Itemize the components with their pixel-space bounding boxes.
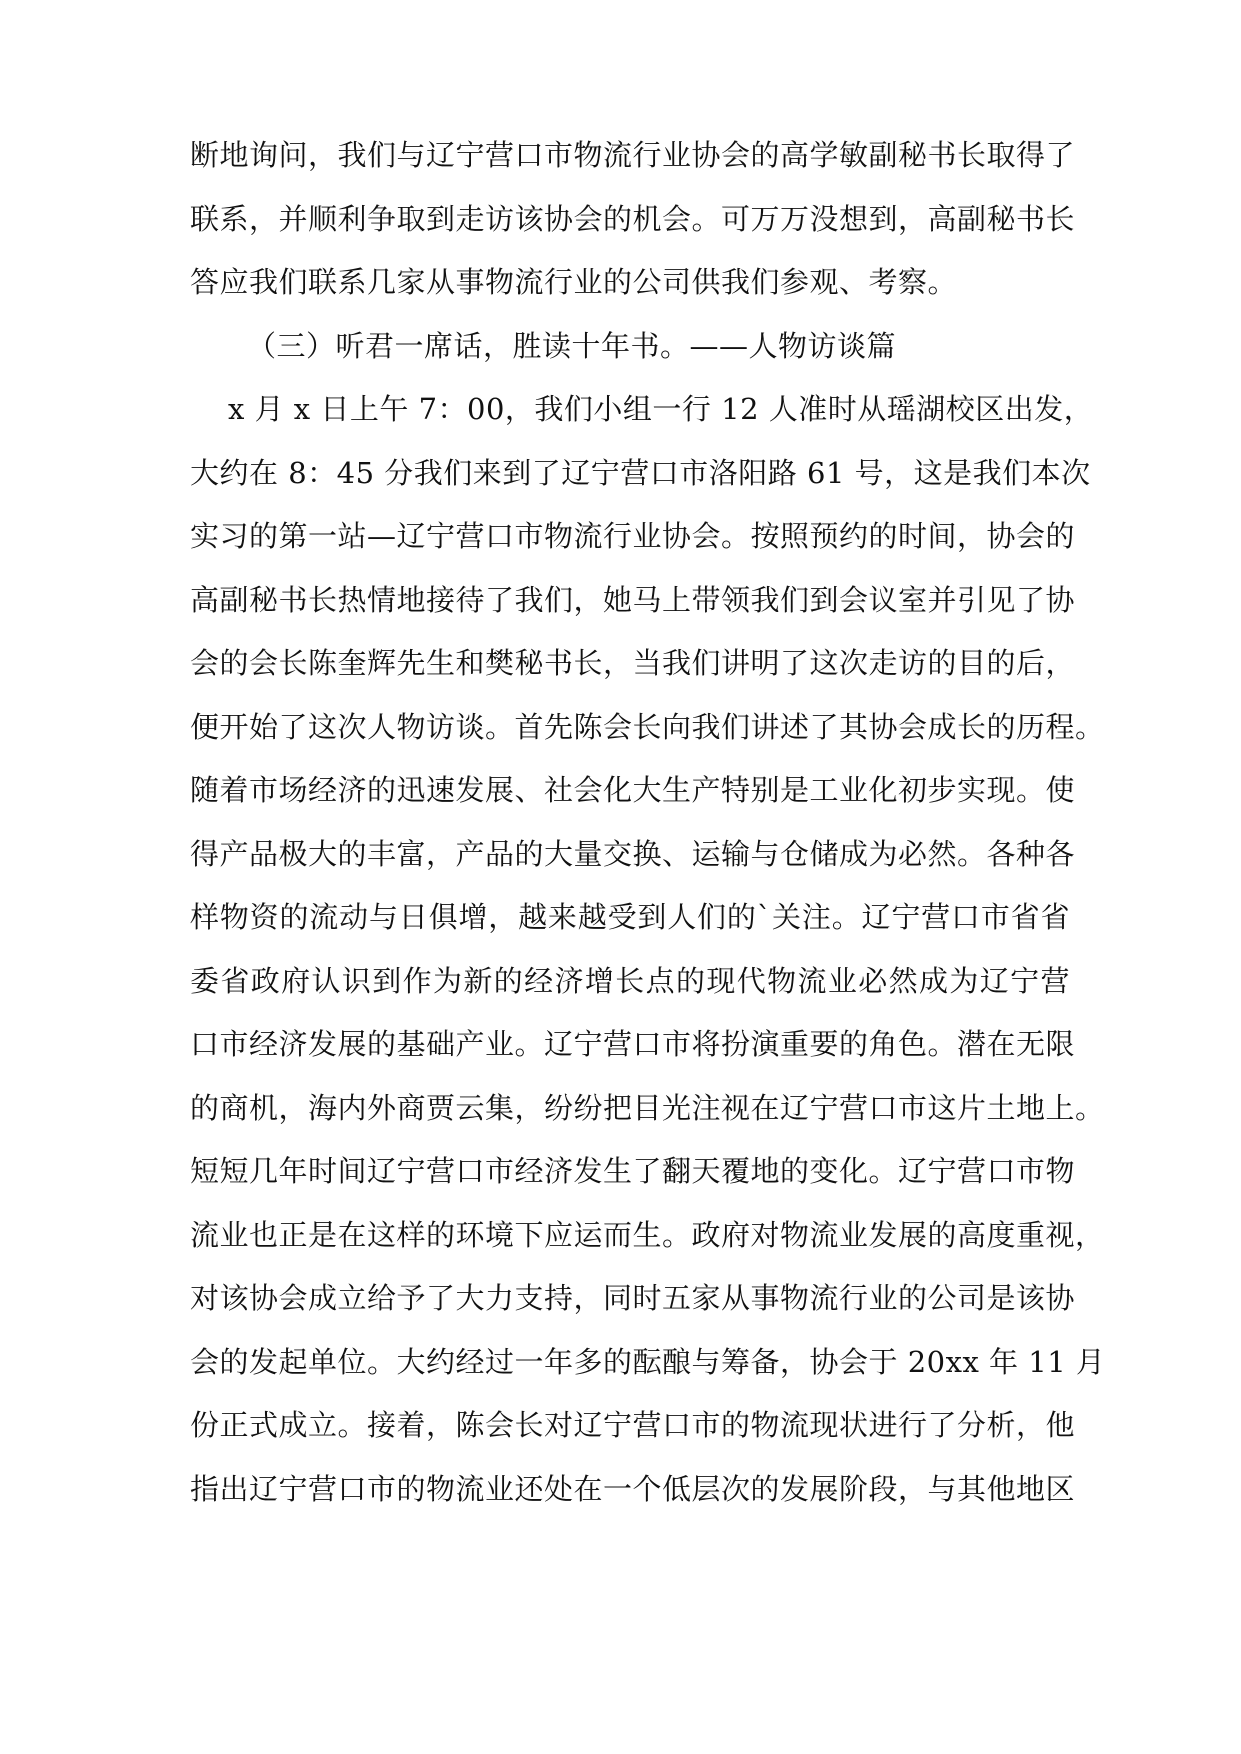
text-line: 得产品极大的丰富，产品的大量交换、运输与仓储成为必然。各种各 (190, 836, 1076, 871)
text-line: 会的发起单位。大约经过一年多的酝酿与筹备，协会于 20xx 年 11 月 (190, 1344, 1106, 1379)
text-line: 的商机，海内外商贾云集，纷纷把目光注视在辽宁营口市这片土地上。 (190, 1090, 1105, 1125)
text-line: 流业也正是在这样的环境下应运而生。政府对物流业发展的高度重视， (190, 1217, 1105, 1252)
text-line: 高副秘书长热情地接待了我们，她马上带领我们到会议室并引见了协 (190, 582, 1076, 617)
text-line: 对该协会成立给予了大力支持，同时五家从事物流行业的公司是该协 (190, 1281, 1076, 1315)
body-text (190, 124, 1106, 1521)
section-heading: （三）听君一席话，胜读十年书。——人物访谈篇 (247, 328, 897, 363)
text-line: 便开始了这次人物访谈。首先陈会长向我们讲述了其协会成长的历程。 (190, 709, 1105, 744)
text-line: 样物资的流动与日俱增，越来越受到人们的`关注。辽宁营口市省省 (190, 900, 1070, 934)
text-line: x 月 x 日上午 7：00，我们小组一行 12 人准时从瑶湖校区出发， (228, 392, 1094, 426)
text-line: 会的会长陈奎辉先生和樊秘书长，当我们讲明了这次走访的目的后， (190, 646, 1076, 680)
text-line: 大约在 8：45 分我们来到了辽宁营口市洛阳路 61 号，这是我们本次 (190, 455, 1091, 490)
text-line: 答应我们联系几家从事物流行业的公司供我们参观、考察。 (190, 265, 958, 299)
text-line: 联系，并顺利争取到走访该协会的机会。可万万没想到，高副秘书长 (190, 201, 1076, 236)
text-line: 份正式成立。接着，陈会长对辽宁营口市的物流现状进行了分析，他 (190, 1408, 1076, 1442)
text-line: 断地询问，我们与辽宁营口市物流行业协会的高学敏副秘书长取得了 (190, 138, 1076, 172)
text-line: 短短几年时间辽宁营口市经济发生了翻天覆地的变化。辽宁营口市物 (190, 1154, 1076, 1188)
text-line: 委省政府认识到作为新的经济增长点的现代物流业必然成为辽宁营 (190, 963, 1070, 998)
text-line: 随着市场经济的迅速发展、社会化大生产特别是工业化初步实现。使 (190, 773, 1076, 807)
text-line: 实习的第一站—辽宁营口市物流行业协会。按照预约的时间，协会的 (190, 519, 1076, 553)
text-line: 口市经济发展的基础产业。辽宁营口市将扮演重要的角色。潜在无限 (190, 1027, 1076, 1061)
text-line: 指出辽宁营口市的物流业还处在一个低层次的发展阶段，与其他地区 (190, 1471, 1076, 1506)
